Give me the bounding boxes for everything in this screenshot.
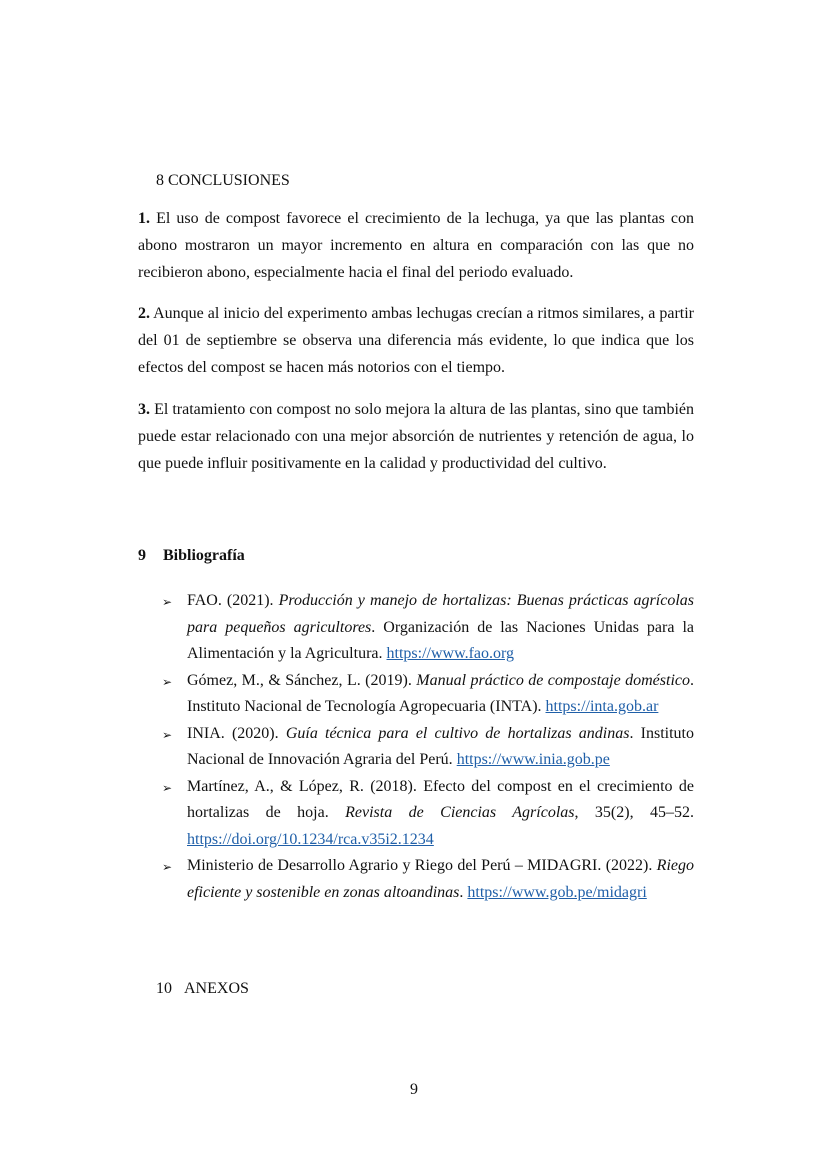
section-number: 9 — [138, 547, 146, 564]
bibliography-entry — [160, 668, 694, 721]
bibliography-entry — [160, 721, 694, 774]
conclusion-paragraph — [138, 205, 694, 286]
bib-url-link[interactable]: https://www.fao.org — [386, 645, 515, 662]
arrow-bullet-icon: ➢ — [162, 860, 173, 874]
bib-url-link[interactable]: https://inta.gob.ar — [545, 698, 659, 715]
conclusion-number: 1. — [138, 210, 150, 227]
conclusion-text: Aunque al inicio del experimento ambas lechugas crecían a ritmos similares, a partir del 01 de septiembre se observa una diferencia más evidente, lo que indica que los efectos del compost se hacen más notorios con el tiempo. — [138, 305, 694, 376]
arrow-bullet-icon: ➢ — [162, 595, 173, 609]
bibliography-list — [160, 588, 694, 906]
bib-publisher: . Instituto Nacional de Innovación Agraria del Perú. — [187, 724, 694, 768]
bibliography-entry — [160, 853, 694, 906]
bib-publisher: . Organización de las Naciones Unidas para la Alimentación y la Agricultura. — [187, 618, 695, 662]
conclusion-paragraph — [138, 396, 694, 477]
bib-authors: Gómez, M., & Sánchez, L. (2019). — [187, 671, 417, 689]
arrow-bullet-icon: ➢ — [162, 674, 173, 689]
arrow-bullet-icon: ➢ — [162, 727, 173, 742]
bibliography-entry — [160, 774, 694, 854]
bib-title: Riego eficiente y sostenible en zonas altoandinas — [187, 857, 694, 901]
bib-url-link[interactable]: https://www.inia.gob.pe — [456, 751, 610, 768]
bib-authors: Martínez, A., & López, R. (2018). Efecto del compost en el crecimiento de hortalizas de hoja. — [187, 777, 694, 821]
conclusion-text: El tratamiento con compost no solo mejora la altura de las plantas, sino que también puede estar relacionado con una mejor absorción de nutrientes y retención de agua, lo que puede influir positivamente en la calidad y productividad del cultivo. — [138, 401, 694, 472]
bib-title: Revista de Ciencias Agrícolas — [345, 804, 575, 821]
section-heading-anexos — [156, 978, 249, 1000]
bib-title: Manual práctico de compostaje doméstico — [416, 671, 691, 689]
conclusion-number: 3. — [138, 401, 150, 418]
section-number: 10 — [156, 980, 172, 997]
conclusion-text: El uso de compost favorece el crecimiento de la lechuga, ya que las plantas con abono mostraron un mayor incremento en altura en comparación con las que no recibieron abono, especialmente hacia el final del periodo evaluado. — [138, 210, 694, 281]
section-heading-bibliografia — [138, 545, 245, 567]
conclusion-number: 2. — [138, 305, 150, 322]
bib-url-link[interactable]: https://www.gob.pe/midagri — [467, 883, 647, 901]
bib-url-link[interactable]: https://doi.org/10.1234/rca.v35i2.1234 — [187, 830, 434, 848]
section-title: Bibliografía — [163, 547, 245, 564]
bib-authors: INIA. (2020). — [187, 724, 286, 742]
section-title: ANEXOS — [184, 980, 249, 997]
bib-publisher: . — [459, 883, 468, 901]
section-heading-conclusiones: 8 CONCLUSIONES — [156, 172, 290, 189]
bib-title: Guía técnica para el cultivo de hortalizas andinas — [285, 724, 630, 742]
bib-publisher: , 35(2), 45–52. — [574, 804, 694, 821]
bib-title: Producción y manejo de hortalizas: Buenas prácticas agrícolas para pequeños agricultores — [187, 592, 694, 636]
arrow-bullet-icon: ➢ — [162, 780, 173, 795]
conclusion-paragraph — [138, 300, 694, 381]
bib-authors: FAO. (2021). — [187, 592, 279, 609]
bib-publisher: . Instituto Nacional de Tecnología Agropecuaria (INTA). — [187, 671, 695, 715]
page-number: 9 — [410, 1081, 418, 1098]
bibliography-entry — [160, 588, 694, 668]
bib-authors: Ministerio de Desarrollo Agrario y Riego del Perú – MIDAGRI. (2022). — [187, 857, 657, 874]
